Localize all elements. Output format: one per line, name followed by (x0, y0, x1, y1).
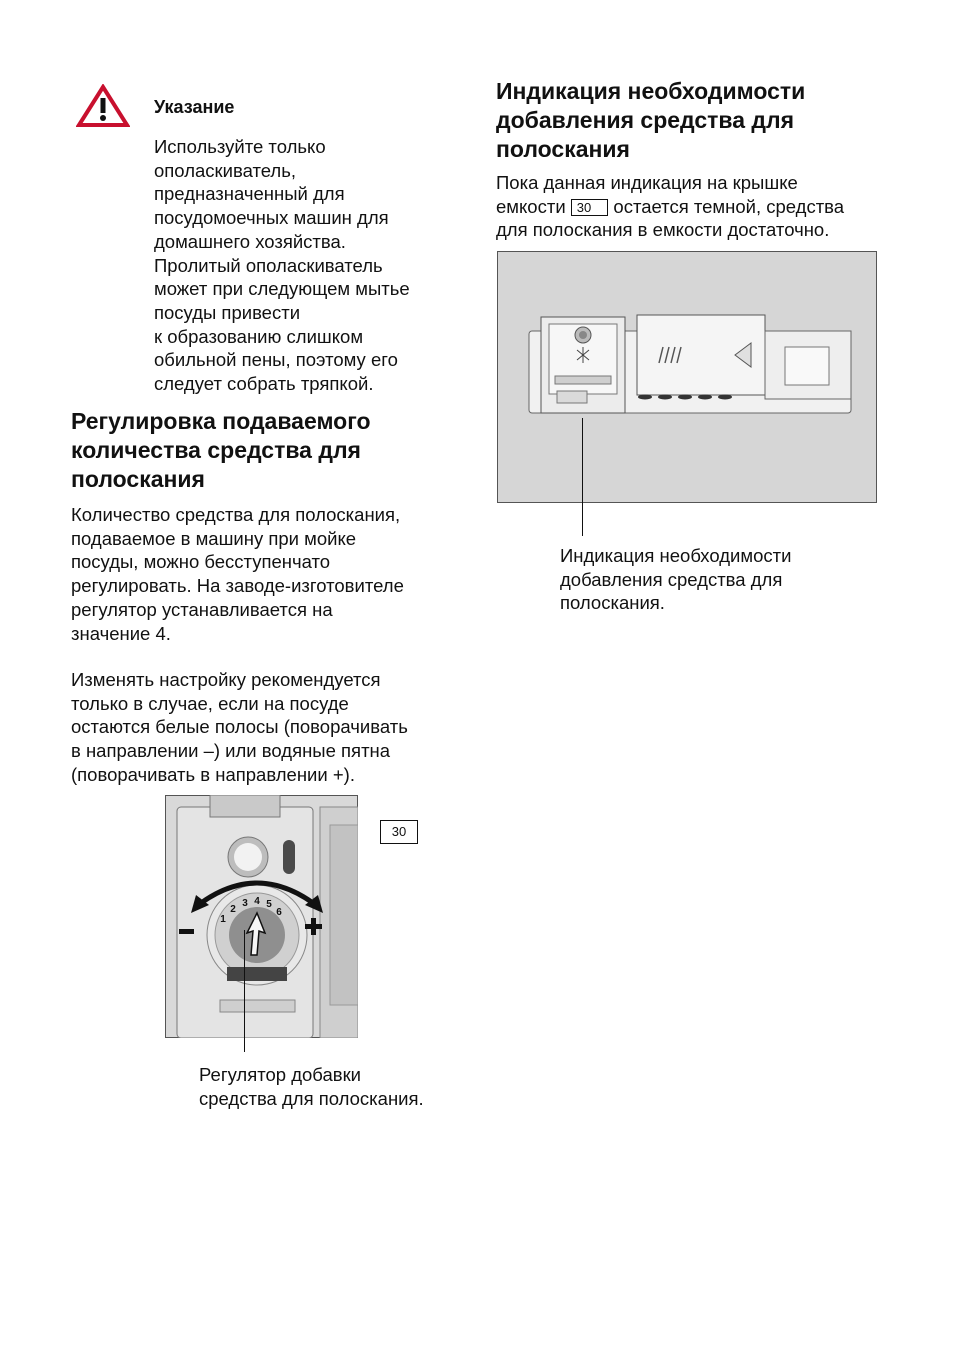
section-heading-indicator: Индикация необходимости добавления средства для полоскания (496, 78, 806, 162)
dial-number-2: 2 (230, 904, 236, 915)
dial-number-1: 1 (220, 914, 226, 925)
figure-reference-number: 30 (380, 820, 418, 844)
inline-reference-number: 30 (571, 199, 608, 216)
paragraph-dosage-intro: Количество средства для полоскания, подаваемое в машину при мойке посуды, можно бесступенчато регулировать. На заводе-изготовителе регулятор устанавливается на значение 4. (71, 504, 404, 644)
dial-number-5: 5 (266, 899, 272, 910)
dial-leader-line (244, 930, 245, 1052)
dispenser-figure (497, 251, 877, 503)
warning-icon (76, 84, 130, 128)
paragraph-dosage-advice: Изменять настройку рекомендуется только в случае, если на посуде остаются белые полосы (поворачивать в направлении –) или водяные пятна (поворачивать в направлении +). (71, 669, 408, 785)
dial-number-6: 6 (276, 907, 282, 918)
warning-title: Указание (154, 97, 235, 117)
paragraph-indicator: Пока данная индикация на крышке емкости 30 остается темной, средства для полоскания в емкости достаточно. (496, 172, 845, 241)
dosage-dial-figure (165, 795, 358, 1038)
dial-caption: Регулятор добавки средства для полоскания. (199, 1064, 424, 1109)
warning-text: Используйте только ополаскиватель, предназначенный для посудомоечных машин для домашнего хозяйства. Пролитый ополаскиватель может при следующем мытье посуды привести к образованию слишком обильной пены, поэтому его следует собрать тряпкой. (154, 136, 410, 395)
section-heading-dosage: Регулировка подаваемого количества средства для полоскания (71, 408, 371, 492)
indicator-caption: Индикация необходимости добавления средства для полоскания. (560, 545, 792, 614)
dial-number-4: 4 (254, 896, 260, 907)
dial-number-3: 3 (242, 898, 248, 909)
indicator-leader-line (582, 418, 583, 536)
